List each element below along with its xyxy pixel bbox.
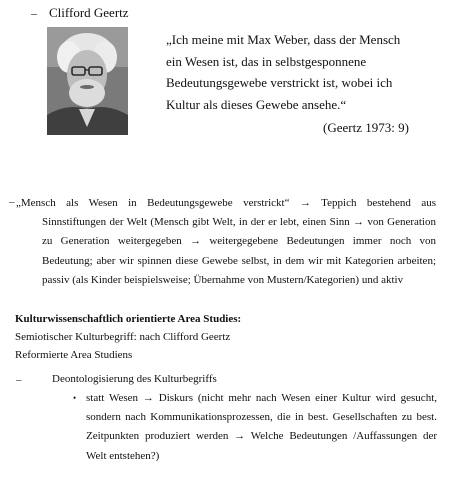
list-dash: – xyxy=(9,196,15,208)
section-title: Kulturwissenschaftlich orientierte Area Studies: xyxy=(15,313,242,325)
quote-citation: (Geertz 1973: 9) xyxy=(323,120,409,135)
section-line: Semiotischer Kulturbegriff: nach Clifford Geertz xyxy=(15,331,231,343)
portrait-photo xyxy=(47,27,128,135)
explanation-paragraph xyxy=(16,194,436,290)
list-dash: – xyxy=(16,374,22,386)
quote-line: Bedeutungsgewebe verstrickt ist, wobei ich xyxy=(166,75,393,90)
quote-line: „Ich meine mit Max Weber, dass der Mensch xyxy=(166,32,401,47)
paragraph-first-line: „Mensch als Wesen in Bedeutungsgewebe verstrickt“ → Teppich bestehend aus xyxy=(16,197,436,209)
quote-line: ein Wesen ist, das in selbstgesponnene xyxy=(166,53,367,69)
bullet-text: statt Wesen → Diskurs (nicht mehr nach Wesen einer Kultur wird gesucht, sondern nach Kommunikationsprozessen, die in best. Gesellschaften zu best. Zeitpunkten produziert werden → Welche Bedeutungen /Auffassungen der Welt entstehen?) xyxy=(86,392,437,462)
bullet-icon: • xyxy=(73,393,77,403)
person-name: Clifford Geertz xyxy=(49,5,129,20)
section-line: Reformierte Area Studiens xyxy=(15,349,133,361)
paragraph-body: Sinnstiftungen der Welt (Mensch gibt Welt, in der er lebt, einen Sinn → von Generation zu Generation weitergegeben → weitergegebene Bedeutungen immer noch von Bedeutung; aber wir spinnen diese Gewebe selbst, in dem wir mit Kategorien arbeiten; passiv (als Kinder beispielsweise; Übernahme von Mustern/Kategorien) und aktiv xyxy=(42,216,436,286)
sub-item: Deontologisierung des Kulturbegriffs xyxy=(52,373,217,385)
quote-line: Kultur als dieses Gewebe ansehe.“ xyxy=(166,96,347,112)
quote-block xyxy=(166,29,441,115)
portrait-image xyxy=(47,27,128,135)
list-dash: – xyxy=(31,6,37,20)
